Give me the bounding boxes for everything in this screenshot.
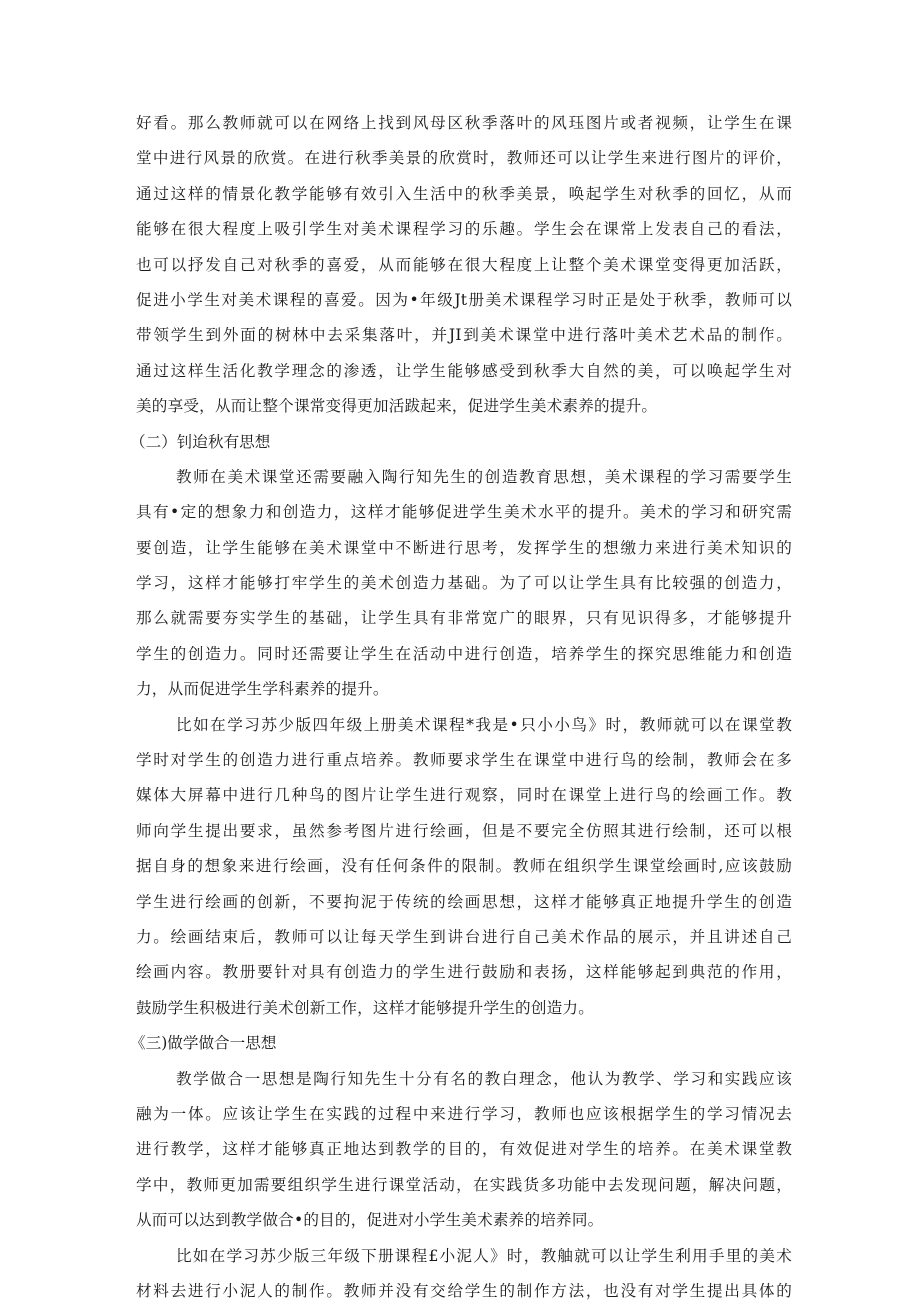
text-line: 学生进行绘画的创新，不要拘泥于传统的绘画思想，这样才能够真正地提升学生的创造: [136, 885, 792, 920]
text-line: 堂中进行风景的欣赏。在进行秋季美景的欣赏时，教师还可以让学生来进行图片的评价，: [136, 141, 792, 176]
text-line: 师向学生提出要求，虽然参考图片进行绘画，但是不要完全仿照其进行绘制，还可以根: [136, 814, 792, 849]
text-line: 学时对学生的创造力进行重点培养。教师要求学生在课堂中进行鸟的绘制，教师会在多: [136, 743, 792, 778]
text-line: 比如在学习苏少版三年级下册课程£小泥人》时，教舳就可以让学生利用手里的美术: [136, 1239, 792, 1274]
text-line: 促进小学生对美术课程的喜爱。因为•年级Jt册美术课程学习时正是处于秋季，教师可以: [136, 283, 792, 318]
section-heading-2: （二）钊迨秋有思想: [130, 425, 792, 460]
paragraph-5: [136, 1239, 792, 1309]
text-line: 学中，教师更加需要组织学生进行课堂活动，在实践货多功能中去发现问题，解决问题，: [136, 1168, 792, 1203]
text-line: 从而可以达到教学做合•的目的，促进对小学生美术素养的培养同。: [136, 1203, 792, 1238]
text-line: 具有•定的想象力和创造力，这样才能够促进学生美术水平的提升。美术的学习和研究需: [136, 495, 792, 530]
text-line: 美的享受，从而让整个课常变得更加活跋起来，促进学生美术素养的提升。: [136, 389, 792, 424]
text-line: 带领学生到外面的树林中去采集落叶，并JI到美术课堂中进行落叶美术艺术品的制作。: [136, 318, 792, 353]
text-line: 比如在学习苏少版四年级上册美术课程*我是•只小小鸟》时，教师就可以在课堂教: [136, 708, 792, 743]
text-line: 好看。那么教师就可以在网络上找到风母区秋季落叶的风珏图片或者视频，让学生在课: [136, 106, 792, 141]
text-line: 教师在美术课堂还需要融入陶行知先生的创造教育思想，美术课程的学习需要学生: [136, 460, 792, 495]
text-line: 绘画内容。教册要针对具有创造力的学生进行鼓励和表扬，这样能够起到典范的作用，: [136, 955, 792, 990]
text-line: 材料去进行小泥人的制作。教师并没有交给学生的制作方法，也没有对学生提出具体的: [136, 1274, 792, 1309]
text-line: 力，从而促进学生学科素养的提升。: [136, 672, 792, 707]
text-line: 进行教学，这样才能够真正地达到教学的目的，有效促进对学生的培养。在美术课堂教: [136, 1132, 792, 1167]
text-line: 教学做合一思想是陶行知先生十分有名的教白理念，他认为教学、学习和实践应该: [136, 1062, 792, 1097]
text-line: 通过这样的情景化教学能够有效引入生活中的秋季美景，唤起学生对秋季的回忆，从而: [136, 177, 792, 212]
paragraph-1: [136, 106, 792, 425]
paragraph-2: [136, 460, 792, 708]
text-line: 通过这样生活化教学理念的渗透，让学生能够感受到秋季大自然的美，可以唤起学生对: [136, 354, 792, 389]
text-line: 力。绘画结束后，教师可以让每天学生到讲台进行自己美术作品的展示，并且讲述自己: [136, 920, 792, 955]
text-line: 媒体大屏幕中进行几种鸟的图片让学生进行观察，同时在课堂上进行鸟的绘画工作。教: [136, 778, 792, 813]
text-line: 据自身的想象来进行绘画，没有任何条件的限制。教师在组织学生课堂绘画时,应该鼓励: [136, 849, 792, 884]
text-line: 学生的创造力。同时还需要让学生在活动中进行创造，培养学生的探究思维能力和创造: [136, 637, 792, 672]
text-line: 也可以抒发自己对秋季的喜爱，从而能够在很大程度上让整个美术课堂变得更加活跃，: [136, 248, 792, 283]
text-line: 要创造，让学生能够在美术课堂中不断进行思考，发挥学生的想缴力来进行美术知识的: [136, 531, 792, 566]
text-line: 鼓励学生积极进行美术创新工作，这样才能够提升学生的创造力。: [136, 991, 792, 1026]
text-line: 那么就需要夯实学生的基础，让学生具有非常宽广的眼界，只有见识得多，才能够提升: [136, 601, 792, 636]
text-line: 能够在很大程度上吸引学生对美术课程学习的乐趣。学生会在课常上发表自己的看法，: [136, 212, 792, 247]
document-page: [136, 106, 792, 1309]
text-line: 学习，这样才能够打牢学生的美术创造力基础。为了可以让学生具有比较强的创造力，: [136, 566, 792, 601]
section-heading-3: 《三)做学做合一思想: [130, 1026, 792, 1061]
paragraph-3: [136, 708, 792, 1027]
paragraph-4: [136, 1062, 792, 1239]
text-line: 融为一体。应该让学生在实践的过程中来进行学习，教师也应该根据学生的学习情况去: [136, 1097, 792, 1132]
